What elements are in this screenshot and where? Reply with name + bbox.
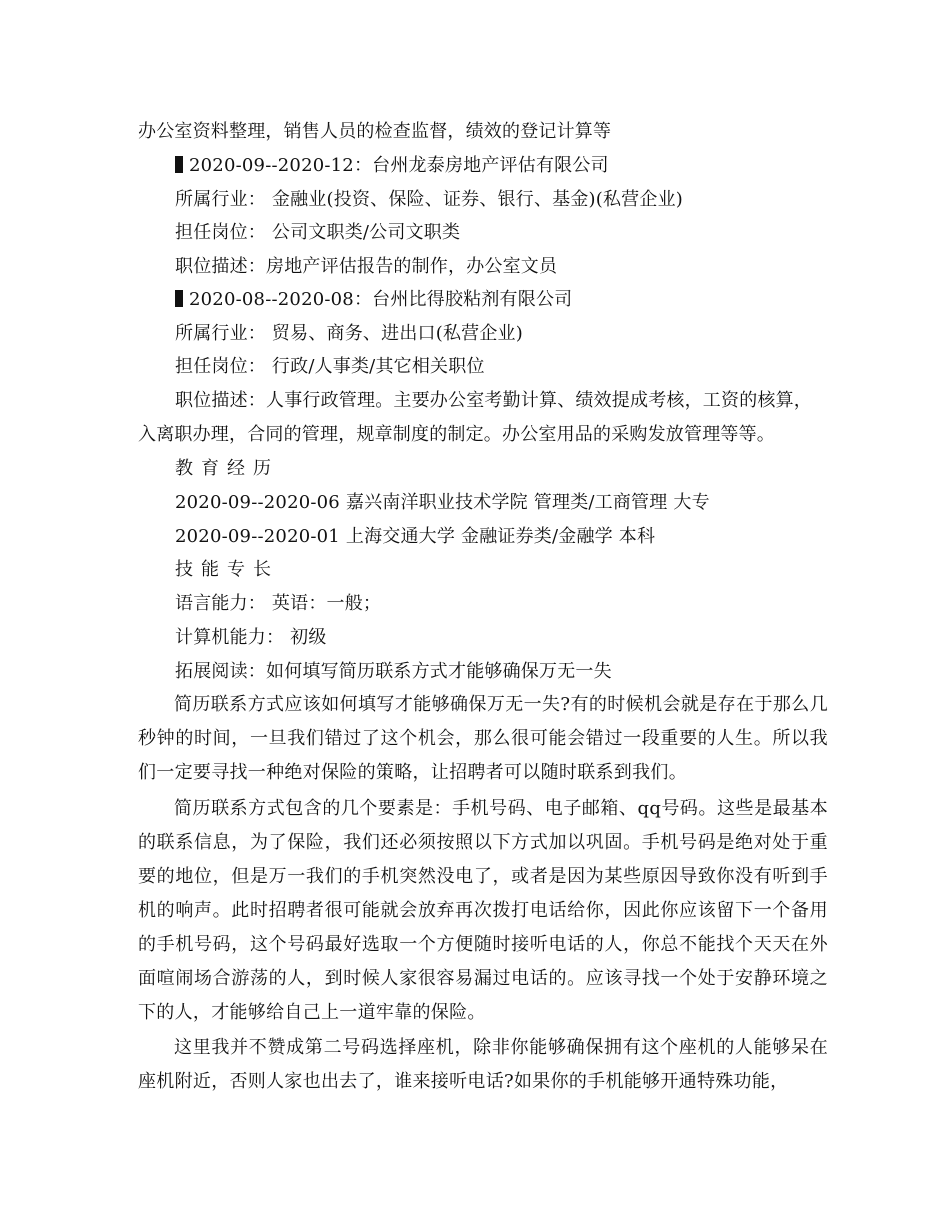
section-heading-text: 技能专长 [175, 559, 279, 580]
job-entry-header [175, 149, 950, 183]
industry-line: 所属行业： 金融业(投资、保险、证券、银行、基金)(私营企业) [175, 189, 684, 210]
job-entry-title: 2020-09--2020-12：台州龙泰房地产评估有限公司 [189, 155, 609, 176]
job-entry-header [175, 283, 950, 317]
job-entry-title: 2020-08--2020-08：台州比得胶粘剂有限公司 [189, 289, 573, 310]
position-line: 担任岗位： 公司文职类/公司文职类 [175, 222, 461, 243]
body-paragraph: 这里我并不赞成第二号码选择座机，除非你能够确保拥有这个座机的人能够呆在座机附近，否则人家也出去了，谁来接听电话?如果你的手机能够开通特殊功能， [138, 1037, 828, 1092]
computer-skill-line: 计算机能力： 初级 [175, 627, 327, 648]
section-heading-text: 教育经历 [175, 458, 279, 479]
bullet-block-icon [175, 290, 183, 307]
section-heading-education [175, 452, 950, 486]
bullet-block-icon [175, 156, 183, 173]
body-paragraph: 简历联系方式包含的几个要素是：手机号码、电子邮箱、qq号码。这些是最基本的联系信息，为了保险，我们还必须按照以下方式加以巩固。手机号码是绝对处于重要的地位，但是万一我们的手机突然没电了，或者是因为某些原因导致你没有听到手机的响声。此时招聘者很可能就会放弃再次拨打电话给你，因此你应该留下一个备用的手机号码，这个号码最好选取一个方便随时接听电话的人，你总不能找个天天在外面喧闹场合游荡的人，到时候人家很容易漏过电话的。应该寻找一个处于安静环境之下的人，才能够给自己上一道牢靠的保险。 [138, 798, 828, 1023]
education-entry: 2020-09--2020-01 上海交通大学 金融证券类/金融学 本科 [175, 526, 656, 547]
job-description-line: 职位描述：房地产评估报告的制作，办公室文员 [175, 256, 558, 277]
education-entry: 2020-09--2020-06 嘉兴南洋职业技术学院 管理类/工商管理 大专 [175, 492, 710, 513]
extended-reading-title: 拓展阅读：如何填写简历联系方式才能够确保万无一失 [175, 661, 612, 682]
body-paragraph: 简历联系方式应该如何填写才能够确保万无一失?有的时候机会就是存在于那么几秒钟的时间，一旦我们错过了这个机会，那么很可能会错过一段重要的人生。所以我们一定要寻找一种绝对保险的策略，让招聘者可以随时联系到我们。 [138, 694, 828, 783]
position-line: 担任岗位： 行政/人事类/其它相关职位 [175, 356, 485, 377]
text-line: 办公室资料整理，销售人员的检查监督，绩效的登记计算等 [138, 121, 612, 142]
industry-line: 所属行业： 贸易、商务、进出口(私营企业) [175, 323, 523, 344]
language-skill-line: 语言能力： 英语：一般； [175, 593, 382, 614]
section-heading-skills [175, 553, 950, 587]
job-description-line: 职位描述：人事行政管理。主要办公室考勤计算、绩效提成考核，工资的核算， [175, 390, 812, 411]
job-description-line: 入离职办理，合同的管理，规章制度的制定。办公室用品的采购发放管理等等。 [138, 424, 775, 445]
